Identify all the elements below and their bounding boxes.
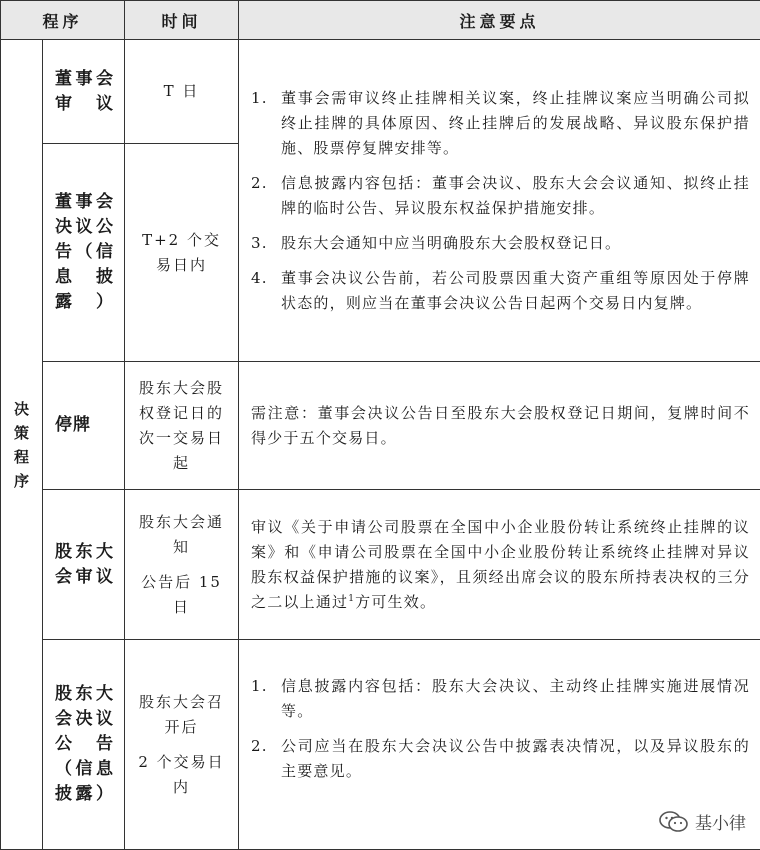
final-notes-list (251, 674, 750, 784)
step-shareholder-review: 股东大会审议 (55, 540, 114, 590)
step-cell (43, 144, 125, 362)
category-cell (1, 40, 43, 850)
table-row (1, 362, 760, 490)
watermark-text: 基小律 (695, 809, 746, 834)
time-text: 股东大会召开后 (135, 690, 228, 740)
list-item (251, 734, 750, 784)
step-cell (43, 362, 125, 490)
footnote-marker: 1 (348, 594, 355, 604)
step-cell (43, 40, 125, 144)
item-number: 1. (251, 674, 268, 699)
meeting-note-tail: 方可生效。 (355, 593, 436, 611)
item-text: 董事会决议公告前，若公司股票因重大资产重组等原因处于停牌状态的，则应当在董事会决议公告日起两个交易日内复牌。 (281, 269, 750, 312)
header-procedure: 程序 (1, 1, 125, 40)
table-header-row (1, 1, 760, 40)
time-cell (125, 640, 239, 850)
item-number: 2. (251, 734, 268, 759)
notes-cell-suspension (239, 362, 760, 490)
watermark (659, 809, 746, 834)
time-text: 股东大会股权登记日的次一交易日起 (135, 376, 228, 476)
meeting-note-text: 审议《关于申请公司股票在全国中小企业股份转让系统终止挂牌的议案》和《申请公司股票在全国中小企业股份转让系统终止挂牌对异议股东权益保护措施的议案》，且须经出席会议的股东所持表决权的三分之二以上通过 (251, 518, 750, 611)
meeting-note (251, 515, 750, 615)
time-text: T 日 (135, 79, 228, 104)
step-shareholder-announcement: 股东大会决议公告（信息披露） (55, 682, 114, 807)
list-item (251, 171, 750, 221)
time-text: T+2 个交易日内 (135, 228, 228, 278)
table-row (1, 640, 760, 850)
time-cell (125, 40, 239, 144)
item-text: 董事会需审议终止挂牌相关议案，终止挂牌议案应当明确公司拟终止挂牌的具体原因、终止挂牌后的发展战略、异议股东保护措施、股票停复牌安排等。 (281, 89, 750, 157)
time-cell (125, 362, 239, 490)
time-text: 2 个交易日内 (135, 750, 228, 800)
notes-cell-board (239, 40, 760, 362)
wechat-icon (659, 810, 689, 834)
step-cell (43, 640, 125, 850)
step-board-announcement: 董事会决议公告（信息披露） (55, 190, 114, 315)
list-item (251, 231, 750, 256)
list-item (251, 266, 750, 316)
item-text: 信息披露内容包括：董事会决议、股东大会会议通知、拟终止挂牌的临时公告、异议股东权益保护措施安排。 (281, 174, 750, 217)
list-item (251, 86, 750, 161)
item-number: 3. (251, 231, 268, 256)
list-item (251, 674, 750, 724)
step-board-review: 董事会审议 (55, 67, 114, 117)
item-text: 公司应当在股东大会决议公告中披露表决情况，以及异议股东的主要意见。 (281, 737, 750, 780)
table-row (1, 40, 760, 144)
step-suspension: 停牌 (55, 413, 114, 438)
time-text: 股东大会通知 (135, 510, 228, 560)
item-text: 信息披露内容包括：股东大会决议、主动终止挂牌实施进展情况等。 (281, 677, 750, 720)
time-cell (125, 490, 239, 640)
category-label: 决策程序 (12, 397, 32, 493)
header-time: 时间 (125, 1, 239, 40)
time-text: 公告后 15 日 (135, 570, 228, 620)
step-cell (43, 490, 125, 640)
item-text: 股东大会通知中应当明确股东大会股权登记日。 (281, 234, 621, 252)
item-number: 1. (251, 86, 268, 111)
time-cell (125, 144, 239, 362)
header-notes: 注意要点 (239, 1, 760, 40)
board-notes-list (251, 86, 750, 316)
table-row (1, 490, 760, 640)
item-number: 4. (251, 266, 268, 291)
item-number: 2. (251, 171, 268, 196)
suspension-note: 需注意：董事会决议公告日至股东大会股权登记日期间，复牌时间不得少于五个交易日。 (251, 401, 750, 451)
notes-cell-meeting (239, 490, 760, 640)
